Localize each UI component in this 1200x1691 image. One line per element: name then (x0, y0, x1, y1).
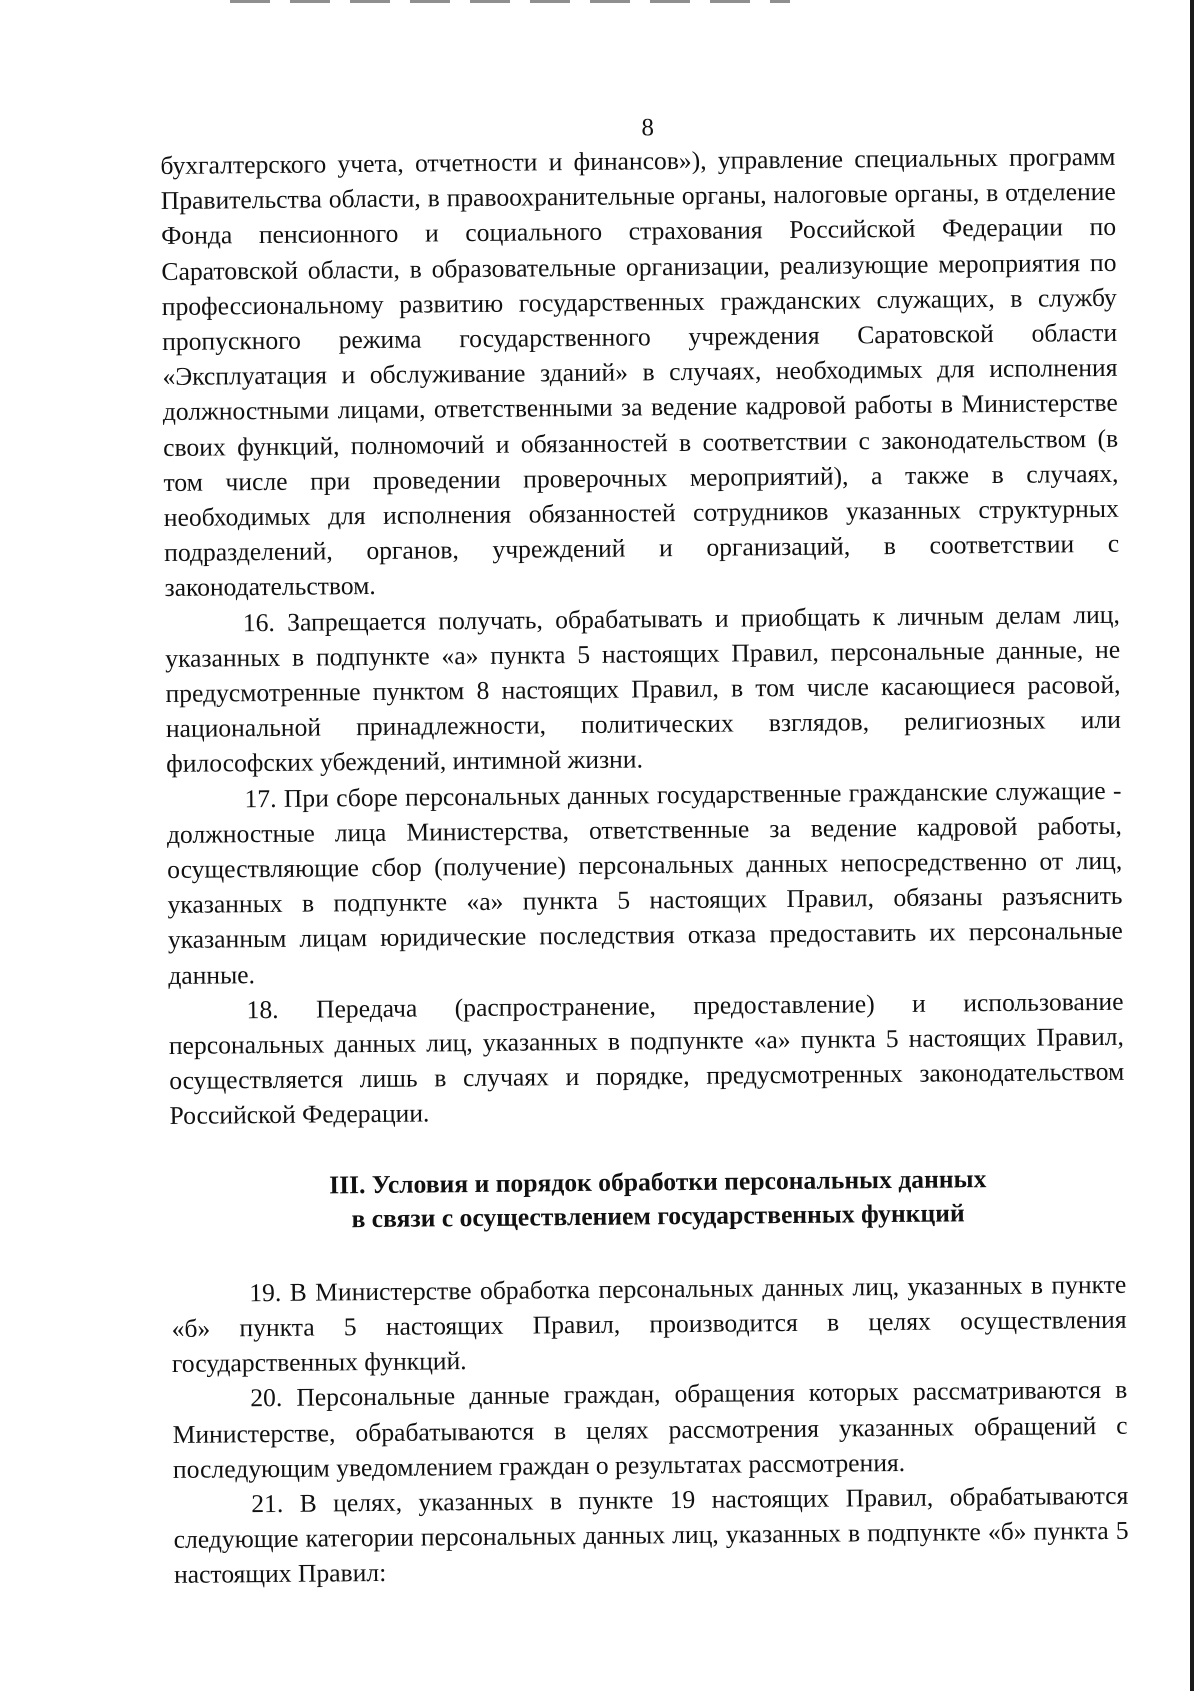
page-number: 8 (641, 114, 654, 142)
paragraph-19: 19. В Министерстве обработка персональных данных лиц, указанных в пункте «б» пункта 5 настоящих Правил, производится в целях осуществления государственных функций. (171, 1269, 1127, 1379)
scan-top-edge (230, 0, 790, 3)
scan-right-border (1190, 0, 1194, 1691)
section-heading (170, 1160, 1126, 1237)
paragraph-17: 17. При сборе персональных данных государственные гражданские служащие - должностные лица Министерства, ответственные за ведение кадровой работы, осуществляющие сбор (получение) персональных данных непосредственно от лиц, указанных в подпункте «а» пункта 5 настоящих Правил, обязаны разъяснить указанным лицам юридические последствия отказа предоставить их персональные данные. (166, 775, 1123, 990)
section-heading-line-1: III. Условия и порядок обработки персональных данных (329, 1163, 987, 1200)
section-heading-line-2: в связи с осуществлением государственных функций (351, 1198, 965, 1233)
paragraph-21: 21. В целях, указанных в пункте 19 настоящих Правил, обрабатываются следующие категории персональных данных лиц, указанных в подпункте «б» пункта 5 настоящих Правил: (173, 1480, 1129, 1590)
paragraph-18: 18. Передача (распространение, предоставление) и использование персональных данных лиц, указанных в подпункте «а» пункта 5 настоящих Правил, осуществляется лишь в случаях и порядке, предусмотренных законодательством Российской Федерации. (168, 986, 1125, 1131)
paragraph-16: 16. Запрещается получать, обрабатывать и приобщать к личным делам лиц, указанных в подпункте «а» пункта 5 настоящих Правил, персональные данные, не предусмотренные пунктом 8 настоящих Правил, в том числе касающиеся расовой, национальной принадлежности, политических взглядов, религиозных или философских убеждений, интимной жизни. (165, 599, 1121, 779)
document-page (160, 109, 1129, 1593)
paragraph-continuation: бухгалтерского учета, отчетности и финансов»), управление специальных программ Правительства области, в правоохранительные органы, налоговые органы, в отделение Фонда пенсионного и социального страхования Российской Федерации по Саратовской области, в образовательные организации, реализующие мероприятия по профессиональному развитию государственных гражданских служащих, в службу пропускного режима государственного учреждения Саратовской области «Эксплуатация и обслуживание зданий» в случаях, необходимых для исполнения должностными лицами, ответственными за ведение кадровой работы в Министерстве своих функций, полномочий и обязанностей в соответствии с законодательством (в том числе при проведении проверочных мероприятий), а также в случаях, необходимых для исполнения обязанностей сотрудников указанных структурных подразделений, органов, учреждений и организаций, в соответствии с законодательством. (160, 141, 1120, 603)
paragraph-20: 20. Персональные данные граждан, обращения которых рассматриваются в Министерстве, обрабатываются в целях рассмотрения указанных обращений с последующим уведомлением граждан о результатах рассмотрения. (172, 1375, 1128, 1484)
